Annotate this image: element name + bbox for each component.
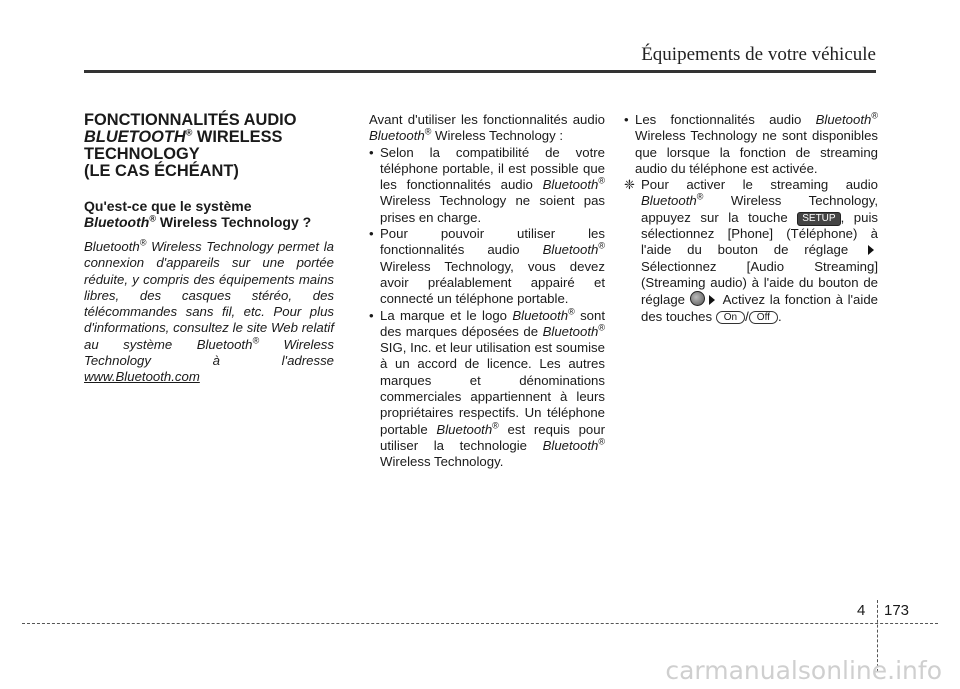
column-right [624,112,878,325]
bluetooth-term: BLUETOOTH [84,128,186,146]
header-rule [84,70,876,73]
on-key-icon: On [716,311,745,324]
header-title: Équipements de votre véhicule [641,44,876,65]
page-number: 173 [884,602,910,619]
bluetooth-link[interactable]: www.Bluetooth.com [84,369,200,385]
list-item: • Les fonctionnalités audio Bluetooth® Wireless Technology ne sont disponibles que lorsque la fonction de streaming audio du téléphone est activée. [624,110,878,176]
tune-knob-icon [690,291,705,306]
chapter-number: 4 [857,602,866,619]
arrow-right-icon [868,245,874,255]
setup-key-icon: SETUP [797,212,840,226]
intro-paragraph: Bluetooth® Wireless Technology permet la connexion d'appareils sur une portée réduite, y compris des équipements mains libres, des casques stéréo, des télécommandes sans fil, etc. Pour plus d'informations, consultez le site Web relatif au système Bluetooth® Wireless Technology à l'adresse www.Bluetooth.com [84,237,334,385]
list-item: • Pour pouvoir utiliser les fonctionnalités audio Bluetooth® Wireless Technology, vous devez avoir préalablement appairé et connecté un téléphone portable. [369,226,605,307]
footer-divider [22,623,938,624]
availability-list [624,112,878,177]
list-item: • Selon la compatibilité de votre téléphone portable, il est possible que les fonctionnalités audio Bluetooth® Wireless Technology ne soient pas prises en charge. [369,144,605,225]
requirements-list [369,145,605,471]
list-item: • La marque et le logo Bluetooth® sont des marques déposées de Bluetooth® SIG, Inc. et leur utilisation est soumise à un accord de licence. Les autres marques et dénominations commerciales appartiennent à leurs propriétaires respectifs. Un téléphone portable Bluetooth® est requis pour utiliser la technologie Bluetooth® Wireless Technology. [369,306,605,470]
off-key-icon: Off [749,311,778,324]
arrow-right-icon [709,295,715,305]
section-title: FONCTIONNALITÉS AUDIO BLUETOOTH® WIRELESS TECHNOLOGY (LE CAS ÉCHÉANT) [84,111,297,180]
watermark: carmanualsonline.info [665,656,942,685]
subsection-title: Qu'est-ce que le système Bluetooth® Wireless Technology ? [84,198,312,230]
column-middle [369,112,605,471]
note-mark-icon: ❈ [624,177,636,193]
lead-paragraph: Avant d'utiliser les fonctionnalités audio Bluetooth® Wireless Technology : [369,112,605,144]
streaming-note: ❈ Pour activer le streaming audio Bluetooth® Wireless Technology, appuyez sur la touche SETUP , puis sélectionnez [Phone] (Téléphone) à l'aide du bouton de réglage Sélectionnez [Audio Streaming] (Streaming audio) à l'aide du bouton de réglage Activez la fonction à l'aide des touches On / Off . [624,177,878,324]
column-left [84,112,334,386]
